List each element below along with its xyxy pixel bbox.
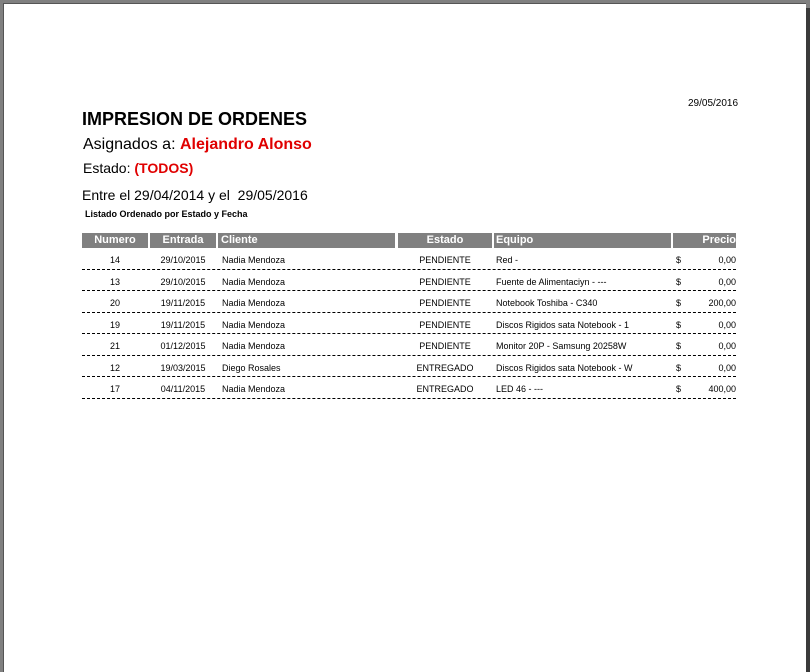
cell-currency: $ [676,384,682,394]
cell-estado: PENDIENTE [419,319,471,330]
cell-estado: ENTREGADO [416,384,474,394]
table-header [82,233,736,248]
cell-equipo: Monitor 20P - Samsung 20258W [496,341,627,351]
assigned-name: Alejandro Alonso [179,136,312,153]
cell-estado: PENDIENTE [419,255,471,265]
cell-equipo: Discos Rigidos sata Notebook - 1 [496,319,630,330]
cell-entrada: 19/11/2015 [160,298,206,308]
header-equipo: Equipo [494,233,671,248]
cell-entrada: 19/03/2015 [160,362,206,373]
table-row [82,270,736,292]
cell-cliente: Nadia Mendoza [222,298,286,308]
table-row [82,334,736,356]
cell-precio: 0,00 [718,319,736,330]
table-row [82,377,736,399]
cell-precio: 0,00 [718,255,736,265]
cell-currency: $ [676,341,682,351]
header-numero: Numero [82,233,148,248]
estado-line [83,160,193,176]
cell-cliente: Nadia Mendoza [222,341,286,351]
assigned-line [83,136,312,154]
header-estado: Estado [398,233,492,248]
date-range: Entre el 29/04/2014 y el 29/05/2016 [82,187,308,203]
cell-cliente: Nadia Mendoza [222,384,286,394]
estado-label: Estado: [83,160,131,176]
cell-precio: 400,00 [708,384,736,394]
cell-numero: 14 [109,255,120,265]
cell-cliente: Nadia Mendoza [222,319,286,330]
report-page [3,3,806,672]
cell-precio: 0,00 [718,362,736,373]
cell-numero: 20 [109,298,120,308]
cell-equipo: Fuente de Alimentaciyn - --- [496,276,607,287]
page-shadow [806,8,810,672]
cell-entrada: 29/10/2015 [160,255,206,265]
table-row [82,356,736,378]
orders-table [82,233,736,399]
cell-equipo: LED 46 - --- [496,384,544,394]
header-entrada: Entrada [150,233,216,248]
cell-precio: 200,00 [708,298,736,308]
table-row [82,291,736,313]
cell-numero: 12 [109,362,120,373]
cell-cliente: Diego Rosales [222,362,281,373]
cell-estado: PENDIENTE [419,298,471,308]
cell-entrada: 19/11/2015 [160,319,206,330]
cell-precio: 0,00 [718,341,736,351]
table-row [82,313,736,335]
cell-equipo: Discos Rigidos sata Notebook - W [496,362,633,373]
cell-precio: 0,00 [718,276,736,287]
cell-numero: 19 [109,319,120,330]
cell-currency: $ [676,362,682,373]
cell-cliente: Nadia Mendoza [222,276,286,287]
table-row [82,248,736,270]
cell-estado: ENTREGADO [416,362,474,373]
assigned-label: Asignados a: [83,136,176,153]
cell-equipo: Red - [496,255,519,265]
report-subtitle: Listado Ordenado por Estado y Fecha [85,209,248,219]
cell-numero: 21 [109,341,120,351]
cell-entrada: 04/11/2015 [160,384,206,394]
cell-entrada: 29/10/2015 [160,276,206,287]
cell-numero: 13 [109,276,120,287]
cell-equipo: Notebook Toshiba - C340 [496,298,598,308]
table-body [82,248,736,399]
cell-numero: 17 [109,384,120,394]
header-precio: Precio [673,233,736,248]
header-cliente: Cliente [218,233,395,248]
cell-cliente: Nadia Mendoza [222,255,286,265]
cell-currency: $ [676,298,682,308]
estado-value: (TODOS) [134,160,194,176]
report-title: IMPRESION DE ORDENES [82,109,308,129]
report-date: 29/05/2016 [688,98,739,109]
cell-currency: $ [676,276,682,287]
cell-currency: $ [676,255,682,265]
cell-estado: PENDIENTE [419,341,471,351]
cell-entrada: 01/12/2015 [160,341,206,351]
cell-currency: $ [676,319,682,330]
cell-estado: PENDIENTE [419,276,471,287]
